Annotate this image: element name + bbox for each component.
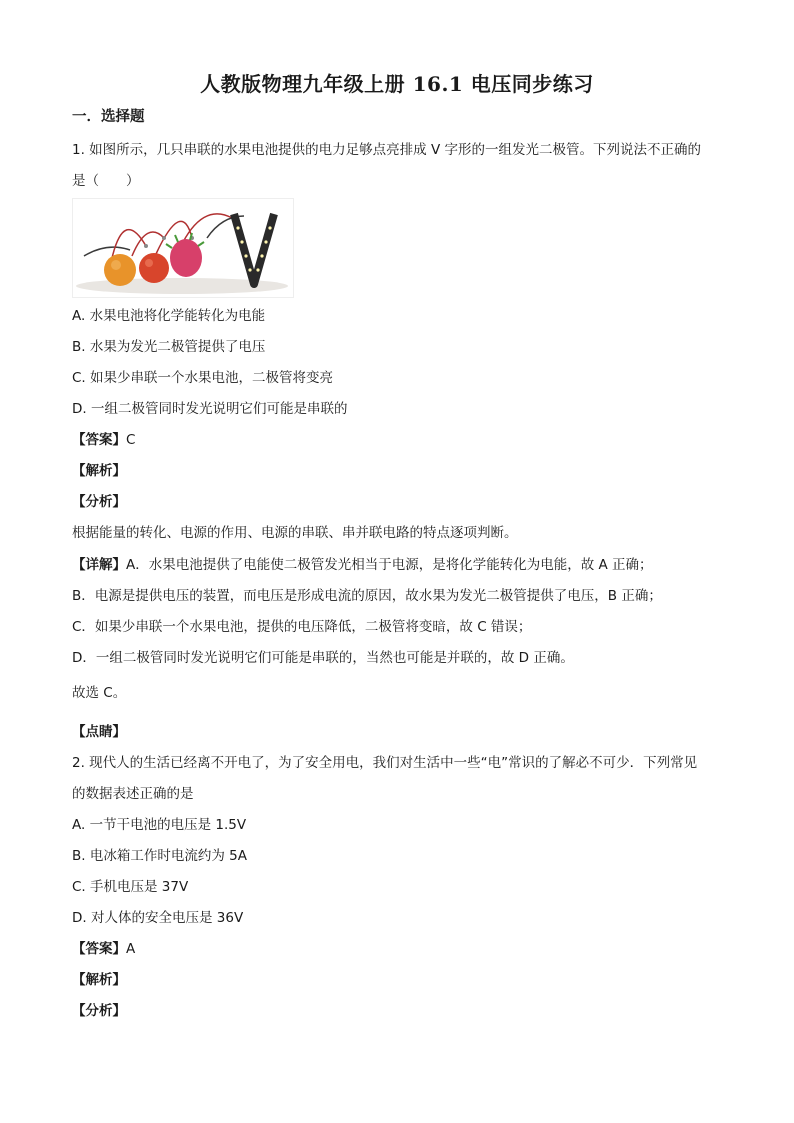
fruit-battery-led-photo-icon: [72, 198, 294, 298]
q1-option-a: A. 水果电池将化学能转化为电能: [72, 308, 266, 324]
page-title: 人教版物理九年级上册 16.1 电压同步练习: [200, 72, 594, 96]
q1-detail-line-b: B．电源是提供电压的装置，而电压是形成电流的原因，故水果为发光二极管提供了电压，B 正确；: [72, 588, 662, 604]
answer-value: C: [126, 432, 136, 448]
q2-stem-line1: 2. 现代人的生活已经离不开电了，为了安全用电，我们对生活中一些“电”常识的了解必不可少．下列常见: [72, 755, 698, 771]
q1-answer: [72, 430, 135, 450]
section-heading: 一．选择题: [72, 109, 145, 125]
q2-option-b: B. 电冰箱工作时电流约为 5A: [72, 848, 247, 864]
q1-fenxi-text: 根据能量的转化、电源的作用、电源的串联、串并联电路的特点逐项判断。: [72, 525, 518, 541]
q1-detail-line-a: [72, 555, 653, 575]
q1-fenxi-tag: 【分析】: [72, 494, 126, 510]
q1-option-d: D. 一组二极管同时发光说明它们可能是串联的: [72, 401, 348, 417]
q1-jiexi-tag: 【解析】: [72, 463, 126, 479]
q1-dianjing-tag: 【点睛】: [72, 724, 126, 740]
q1-detail-line-d: D．一组二极管同时发光说明它们可能是串联的，当然也可能是并联的，故 D 正确。: [72, 650, 574, 666]
answer-tag: 【答案】: [72, 941, 126, 957]
q2-option-d: D. 对人体的安全电压是 36V: [72, 910, 244, 926]
q1-detail-line-c: C．如果少串联一个水果电池，提供的电压降低，二极管将变暗，故 C 错误；: [72, 619, 532, 635]
answer-tag: 【答案】: [72, 432, 126, 448]
q2-jiexi-tag: 【解析】: [72, 972, 126, 988]
q2-stem-line2: 的数据表述正确的是: [72, 786, 194, 802]
answer-value: A: [126, 941, 136, 957]
q2-answer: [72, 939, 135, 959]
q1-option-b: B. 水果为发光二极管提供了电压: [72, 339, 266, 355]
q2-option-a: A. 一节干电池的电压是 1.5V: [72, 817, 247, 833]
q1-conclusion: 故选 C。: [72, 685, 127, 701]
q2-fenxi-tag: 【分析】: [72, 1003, 126, 1019]
detail-text-a: A．水果电池提供了电能使二极管发光相当于电源，是将化学能转化为电能，故 A 正确；: [126, 557, 653, 573]
q1-stem-line2: 是（ ）: [72, 173, 140, 189]
q2-option-c: C. 手机电压是 37V: [72, 879, 189, 895]
q1-option-c: C. 如果少串联一个水果电池，二极管将变亮: [72, 370, 334, 386]
q1-stem-line1: 1. 如图所示，几只串联的水果电池提供的电力足够点亮排成 V 字形的一组发光二极管。下列说法不正确的: [72, 142, 701, 158]
detail-tag: 【详解】: [72, 557, 126, 573]
